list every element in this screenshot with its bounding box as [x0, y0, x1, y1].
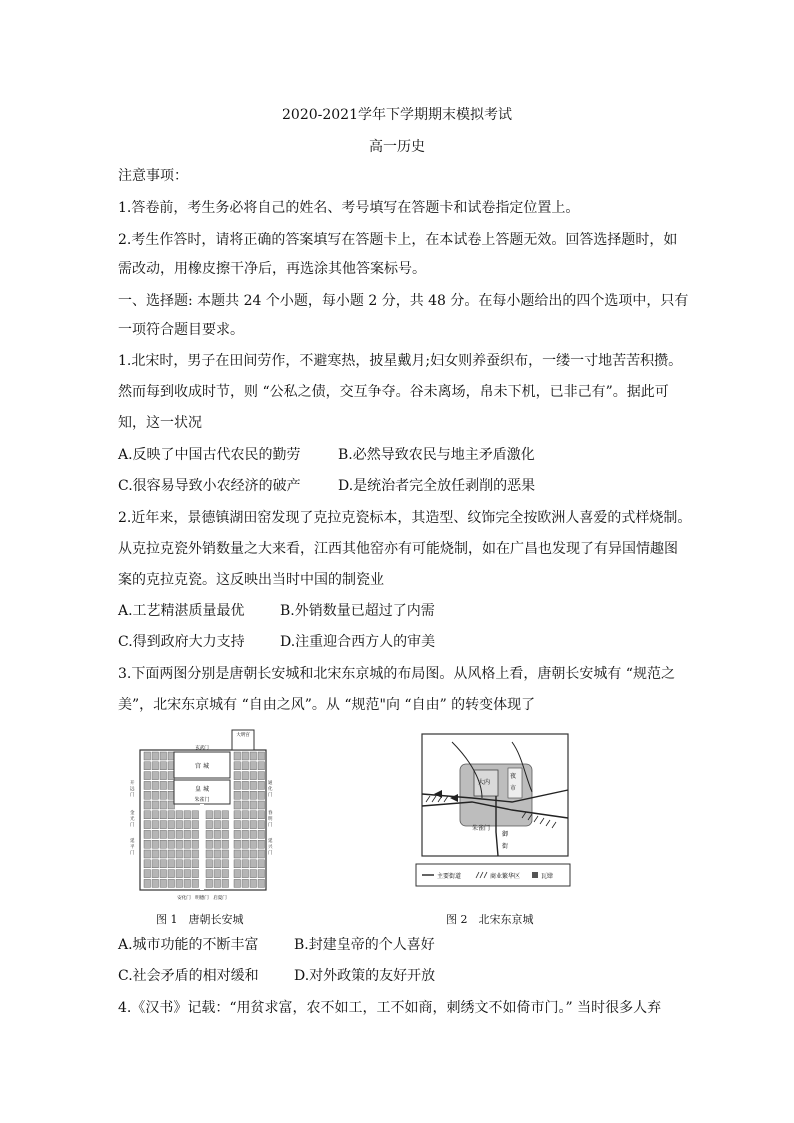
svg-text:光: 光	[130, 817, 135, 822]
changan-ward	[160, 772, 167, 780]
q3-option-b: B.封建皇帝的个人喜好	[294, 937, 435, 953]
changan-ward	[214, 811, 221, 819]
changan-ward	[242, 860, 249, 868]
changan-ward	[258, 860, 265, 868]
changan-ward	[144, 870, 151, 878]
changan-ward	[160, 860, 167, 868]
changan-ward	[168, 860, 175, 868]
changan-ward	[258, 811, 265, 819]
changan-ward	[258, 830, 265, 838]
q3-options-row1	[118, 935, 435, 955]
changan-ward	[144, 811, 151, 819]
changan-ward	[176, 870, 183, 878]
changan-ward	[168, 811, 175, 819]
changan-ward	[258, 801, 265, 809]
changan-ward	[250, 811, 257, 819]
changan-ward	[206, 821, 213, 829]
changan-ward	[234, 811, 241, 819]
exam-subject: 高一历史	[369, 139, 425, 155]
q2-stem-line2: 从克拉克瓷外销数量之大来看，江西其他窑亦有可能烧制，如在广昌也发现了有异国情趣图	[118, 541, 678, 557]
notice-item-1: 1.答卷前，考生务必将自己的姓名、考号填写在答题卡和试卷指定位置上。	[118, 200, 580, 216]
changan-ward	[184, 830, 191, 838]
changan-ward	[222, 870, 229, 878]
changan-ward	[152, 772, 159, 780]
changan-ward	[234, 791, 241, 799]
changan-ward	[144, 830, 151, 838]
legend-wazi-swatch	[532, 872, 538, 878]
q1-options-row1	[118, 445, 535, 465]
changan-ward	[152, 781, 159, 789]
exam-title: 2020-2021学年下学期期末模拟考试	[282, 107, 512, 123]
svg-text:门: 门	[130, 823, 135, 828]
changan-ward	[234, 840, 241, 848]
svg-text:明: 明	[268, 817, 273, 822]
changan-ward	[184, 840, 191, 848]
q3-stem-line2: 美”，北宋东京城有 “自由之风”。从 “规范"向 “自由” 的转变体现了	[118, 697, 536, 713]
changan-ward	[160, 870, 167, 878]
changan-ward	[160, 811, 167, 819]
q2-option-a: A.工艺精湛质量最优	[118, 603, 245, 619]
svg-text:金: 金	[130, 811, 135, 816]
changan-ward	[222, 850, 229, 858]
kaifeng-label-yeshi-1: 夜	[510, 773, 517, 780]
q2-options-row2	[118, 632, 435, 652]
notice-heading: 注意事项：	[118, 168, 188, 184]
changan-ward	[214, 840, 221, 848]
changan-ward	[144, 762, 151, 770]
changan-ward	[258, 791, 265, 799]
changan-ward	[250, 791, 257, 799]
changan-ward	[258, 879, 265, 887]
changan-ward	[152, 821, 159, 829]
changan-ward	[184, 811, 191, 819]
svg-text:通: 通	[268, 781, 273, 786]
q3-option-c: C.社会矛盾的相对缓和	[118, 968, 259, 984]
notice-item-2-line2: 需改动，用橡皮擦干净后，再选涂其他答案标号。	[118, 261, 426, 277]
changan-ward	[258, 781, 265, 789]
changan-ward	[214, 830, 221, 838]
changan-ward	[152, 791, 159, 799]
changan-ward	[258, 870, 265, 878]
changan-ward	[234, 762, 241, 770]
changan-ward	[214, 870, 221, 878]
legend-main-street: 主要街道	[437, 873, 462, 880]
changan-ward	[184, 850, 191, 858]
changan-ward	[184, 821, 191, 829]
svg-text:平: 平	[130, 845, 135, 850]
changan-ward	[242, 821, 249, 829]
q2-option-b: B.外销数量已超过了内需	[280, 603, 435, 619]
kaifeng-label-danei: 大内	[478, 779, 491, 786]
changan-ward	[192, 850, 199, 858]
q1-options-row2	[118, 476, 535, 496]
changan-ward	[168, 879, 175, 887]
changan-ward	[242, 870, 249, 878]
changan-ward	[192, 811, 199, 819]
changan-ward	[176, 821, 183, 829]
svg-text:兴: 兴	[268, 845, 273, 850]
changan-ward	[250, 879, 257, 887]
changan-ward	[214, 850, 221, 858]
changan-ward	[242, 830, 249, 838]
svg-text:门: 门	[130, 793, 135, 798]
changan-ward	[222, 879, 229, 887]
q1-option-a: A.反映了中国古代农民的勤劳	[118, 447, 301, 463]
changan-ward	[176, 879, 183, 887]
changan-ward	[144, 781, 151, 789]
changan-ward	[222, 811, 229, 819]
changan-ward	[206, 840, 213, 848]
changan-ward	[192, 879, 199, 887]
changan-ward	[152, 752, 159, 760]
changan-ward	[250, 781, 257, 789]
changan-ward	[168, 850, 175, 858]
q4-stem-line1: 4.《汉书》记载：“用贫求富，农不如工，工不如商，刺绣文不如倚市门。” 当时很多人弃	[118, 1000, 662, 1016]
figure-1-caption-text: 图 1 唐朝长安城	[156, 913, 244, 926]
changan-ward	[160, 879, 167, 887]
changan-ward	[192, 840, 199, 848]
changan-ward	[250, 850, 257, 858]
changan-ward	[152, 850, 159, 858]
changan-ward	[184, 879, 191, 887]
changan-ward	[152, 840, 159, 848]
q1-option-b: B.必然导致农民与地主矛盾激化	[338, 447, 535, 463]
changan-ward	[222, 830, 229, 838]
svg-text:门: 门	[268, 823, 273, 828]
q2-stem-line1: 2.近年来，景德镇湖田窑发现了克拉克瓷标本，其造型、纹饰完全按欧洲人喜爱的式样烧制。	[118, 510, 692, 526]
q2-option-c: C.得到政府大力支持	[118, 634, 245, 650]
changan-ward	[144, 772, 151, 780]
notice-item-2-line1: 2.考生作答时，请将正确的答案填写在答题卡上，在本试卷上答题无效。回答选择题时，如	[118, 232, 678, 248]
changan-ward	[222, 821, 229, 829]
kaifeng-label-jie: 街	[502, 843, 509, 850]
changan-ward	[234, 879, 241, 887]
changan-ward	[234, 801, 241, 809]
q3-options-row2	[118, 966, 435, 986]
legend-commerce: 商业繁华区	[490, 873, 521, 880]
changan-ward	[234, 860, 241, 868]
changan-ward	[234, 870, 241, 878]
changan-ward	[234, 752, 241, 760]
changan-map-figure	[128, 728, 276, 902]
changan-label-daminggong: 大明宫	[236, 733, 250, 738]
changan-label-xuanwumen: 玄武门	[195, 746, 209, 751]
svg-text:开: 开	[130, 781, 135, 786]
changan-ward	[258, 821, 265, 829]
changan-ward	[160, 821, 167, 829]
changan-ward	[152, 811, 159, 819]
changan-ward	[242, 850, 249, 858]
changan-ward	[250, 772, 257, 780]
svg-text:门: 门	[268, 793, 273, 798]
changan-ward	[242, 879, 249, 887]
q3-option-a: A.城市功能的不断丰富	[118, 937, 259, 953]
changan-ward	[144, 752, 151, 760]
changan-ward	[242, 791, 249, 799]
svg-text:化: 化	[268, 787, 273, 792]
changan-ward	[214, 879, 221, 887]
changan-ward	[168, 821, 175, 829]
changan-ward	[176, 860, 183, 868]
changan-ward	[250, 821, 257, 829]
changan-ward	[242, 752, 249, 760]
changan-ward	[258, 840, 265, 848]
changan-ward	[144, 840, 151, 848]
kaifeng-label-zhuquemen: 朱雀门	[472, 825, 491, 832]
changan-ward	[234, 830, 241, 838]
changan-ward	[160, 791, 167, 799]
changan-ward	[192, 870, 199, 878]
changan-ward	[192, 830, 199, 838]
changan-ward	[152, 762, 159, 770]
changan-ward	[250, 830, 257, 838]
changan-ward	[152, 870, 159, 878]
changan-ward	[222, 840, 229, 848]
changan-ward	[206, 879, 213, 887]
changan-ward	[206, 811, 213, 819]
changan-ward	[206, 850, 213, 858]
changan-ward	[242, 781, 249, 789]
changan-ward	[250, 870, 257, 878]
changan-ward	[234, 821, 241, 829]
changan-ward	[152, 879, 159, 887]
q2-options-row1	[118, 601, 435, 621]
changan-ward	[250, 762, 257, 770]
svg-text:延: 延	[130, 839, 135, 844]
q2-stem-line3: 案的克拉克瓷。这反映出当时中国的制瓷业	[118, 572, 384, 588]
changan-ward	[152, 830, 159, 838]
changan-ward	[242, 840, 249, 848]
legend-wazi: 瓦肆	[541, 873, 554, 880]
changan-ward	[184, 860, 191, 868]
changan-ward	[176, 850, 183, 858]
changan-ward	[258, 772, 265, 780]
changan-ward	[160, 850, 167, 858]
kaifeng-map-figure	[412, 732, 574, 892]
changan-ward	[192, 821, 199, 829]
changan-ward	[152, 860, 159, 868]
q3-stem-line1: 3.下面两图分别是唐朝长安城和北宋东京城的布局图。从风格上看，唐朝长安城有 “规范之	[118, 666, 675, 682]
changan-ward	[152, 801, 159, 809]
changan-ward	[168, 830, 175, 838]
changan-ward	[250, 801, 257, 809]
changan-ward	[242, 762, 249, 770]
changan-ward	[144, 821, 151, 829]
kaifeng-label-yu: 御	[502, 831, 509, 838]
changan-ward	[214, 821, 221, 829]
changan-ward	[144, 850, 151, 858]
changan-ward	[160, 752, 167, 760]
changan-ward	[234, 850, 241, 858]
q1-option-c: C.很容易导致小农经济的破产	[118, 478, 301, 494]
changan-ward	[176, 830, 183, 838]
changan-ward	[144, 860, 151, 868]
changan-ward	[168, 840, 175, 848]
changan-ward	[176, 811, 183, 819]
changan-ward	[258, 850, 265, 858]
changan-ward	[144, 801, 151, 809]
changan-ward	[144, 879, 151, 887]
changan-ward	[160, 762, 167, 770]
changan-ward	[250, 840, 257, 848]
changan-ward	[206, 830, 213, 838]
changan-ward	[160, 801, 167, 809]
svg-text:春: 春	[268, 811, 273, 816]
q1-stem-line3: 知，这一状况	[118, 415, 202, 431]
changan-label-huangcheng: 皇 城	[195, 786, 209, 793]
changan-ward	[258, 762, 265, 770]
changan-ward	[184, 870, 191, 878]
changan-ward	[176, 840, 183, 848]
changan-ward	[234, 772, 241, 780]
svg-text:远: 远	[130, 787, 135, 792]
q1-option-d: D.是统治者完全放任剥削的恶果	[338, 478, 536, 494]
changan-label-gongcheng: 宫 城	[195, 763, 209, 770]
changan-ward	[250, 860, 257, 868]
changan-ward	[168, 870, 175, 878]
changan-ward	[214, 860, 221, 868]
changan-ward	[242, 801, 249, 809]
svg-text:延: 延	[268, 839, 273, 844]
changan-ward	[206, 860, 213, 868]
section-heading-line1: 一、选择题: 本题共 24 个小题，每小题 2 分，共 48 分。在每小题给出的四个选项中，只有	[118, 293, 689, 309]
changan-ward	[234, 781, 241, 789]
q1-stem-line1: 1.北宋时，男子在田间劳作，不避寒热，披星戴月;妇女则养蚕织布，一缕一寸地苦苦积攒。	[118, 353, 683, 369]
figure-2-caption-text: 图 2 北宋东京城	[446, 913, 534, 926]
changan-ward	[250, 752, 257, 760]
q1-stem-line2: 然而每到收成时节，则 “公私之债，交互争夺。谷未离场，帛未下机，已非己有”。据此可	[118, 384, 669, 400]
svg-text:门: 门	[130, 851, 135, 856]
q2-option-d: D.注重迎合西方人的审美	[280, 634, 436, 650]
svg-text:门: 门	[268, 851, 273, 856]
changan-label-zhuquemen: 朱雀门	[194, 797, 210, 803]
changan-ward	[160, 840, 167, 848]
changan-ward	[222, 860, 229, 868]
changan-label-bottom-gates: 安化门 明德门 启夏门	[177, 896, 227, 901]
changan-ward	[242, 811, 249, 819]
changan-ward	[160, 830, 167, 838]
changan-ward	[160, 781, 167, 789]
section-heading-line2: 一项符合题目要求。	[118, 322, 244, 338]
changan-ward	[144, 791, 151, 799]
changan-ward	[206, 870, 213, 878]
q3-option-d: D.对外政策的友好开放	[294, 968, 436, 984]
changan-ward	[258, 752, 265, 760]
changan-ward	[192, 860, 199, 868]
changan-ward	[242, 772, 249, 780]
kaifeng-label-yeshi-2: 市	[510, 785, 517, 792]
